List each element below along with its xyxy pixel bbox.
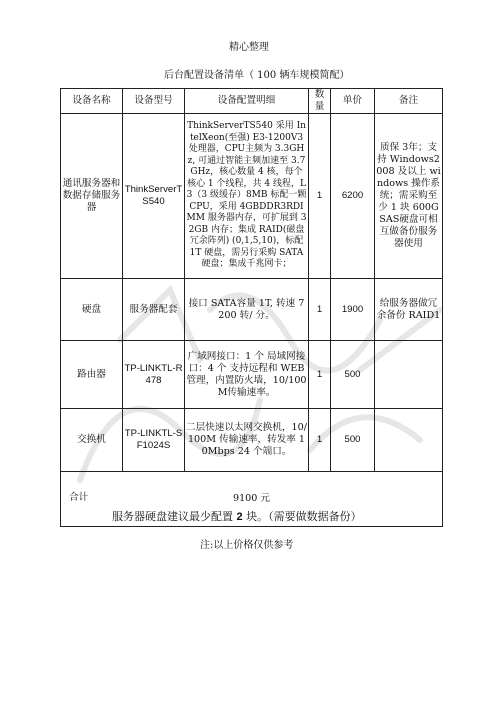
column-header-price: 单价: [331, 89, 375, 114]
cell-device-spec: 二层快速以太网交换机，10/100M 传输速率，转发率 10Mbps 24 个端口。: [185, 409, 309, 472]
document-title: 精心整理: [229, 42, 269, 53]
cell-device-name: 交换机: [61, 409, 123, 472]
cell-unit-price: 500: [331, 341, 375, 409]
cell-note: [375, 341, 443, 409]
cell-note: 给服务器做冗余备份 RAID1: [375, 279, 443, 341]
cell-device-name: 通讯服务器和数据存储服务器: [61, 114, 123, 279]
document-subtitle: 后台配置设备清单（ 100 辆车规模简配）: [164, 70, 350, 81]
cell-quantity: 1: [309, 409, 331, 472]
price-note: 注:以上价格仅供参考: [200, 540, 294, 551]
recommendation-prefix: 服务器硬盘建议最少配置: [112, 510, 233, 523]
cell-device-name: 路由器: [61, 341, 123, 409]
cell-quantity: 1: [309, 279, 331, 341]
cell-note: 质保 3年；支持 Windows2008 及以上 windows 操作系统；需采购至少 1 块 600GSAS硬盘可相互做备份服务器使用: [375, 114, 443, 279]
recommendation-suffix: 块。（需要做数据备份）: [246, 510, 362, 523]
column-header-note: 备注: [375, 89, 443, 114]
column-header-model: 设备型号: [123, 89, 185, 114]
cell-device-model: 服务器配套: [123, 279, 185, 341]
table-row-router: [61, 341, 443, 409]
cell-quantity: 1: [309, 341, 331, 409]
disk-recommendation: [112, 508, 362, 524]
cell-note: [375, 409, 443, 472]
cell-device-spec: 广域网接口：1 个 局域网接口：4 个 支持远程和 WEB管理，内置防火墙，10/100M传输速率。: [185, 341, 309, 409]
cell-unit-price: 500: [331, 409, 375, 472]
cell-device-name: 硬盘: [61, 279, 123, 341]
total-value: 9100 元: [232, 493, 271, 504]
cell-device-model: TP-LINKTL-SF1024S: [123, 409, 185, 472]
cell-unit-price: 6200: [331, 114, 375, 279]
cell-quantity: 1: [309, 114, 331, 279]
equipment-table: [60, 88, 443, 527]
table-header-row: [61, 89, 443, 114]
column-header-spec: 设备配置明细: [185, 89, 309, 114]
cell-device-spec: ThinkServerTS540 采用 IntelXeon(至强) E3-1200V3 处理器，CPU主频为 3.3GHz, 可通过智能主频加速至 3.7GHz，核心数量 4 核，每个核心 1 个线程，共 4 线程，L3（3 级缓存）8MB 标配一颗 CPU，采用 4GBDDR3RDIMM 服务器内存，可扩展到 32GB 内存；集成 RAID(磁盘冗余阵列) (0,1,5,10)，标配 1T 硬盘，需另行采购 SATA硬盘；集成千兆网卡；: [185, 114, 309, 279]
cell-device-model: TP-LINKTL-R478: [123, 341, 185, 409]
column-header-qty: 数量: [309, 89, 331, 114]
cell-device-model: ThinkServerTS540: [123, 114, 185, 279]
table-row-disk: [61, 279, 443, 341]
cell-unit-price: 1900: [331, 279, 375, 341]
table-row-server: [61, 114, 443, 279]
column-header-name: 设备名称: [61, 89, 123, 114]
table-row-switch: [61, 409, 443, 472]
cell-device-spec: 接口 SATA容量 1T, 转速 7200 转/ 分。: [185, 279, 309, 341]
recommendation-count: 2: [236, 511, 243, 523]
total-label: 合计: [69, 492, 89, 503]
